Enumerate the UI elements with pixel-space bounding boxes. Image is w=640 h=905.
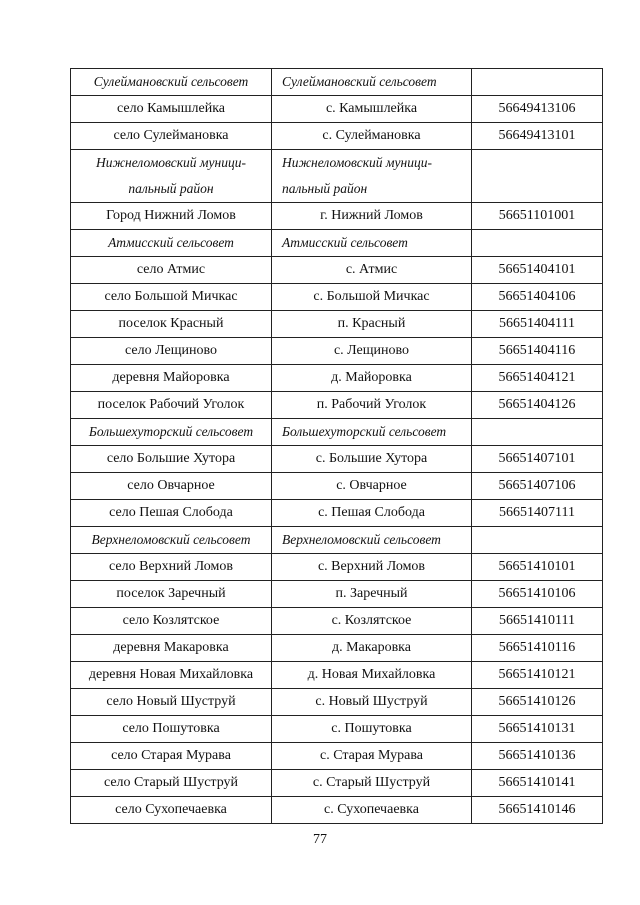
oktmo-code-cell: 56651410141	[472, 770, 603, 797]
oktmo-code-cell: 56649413106	[472, 96, 603, 123]
oktmo-code-cell: 56651404126	[472, 392, 603, 419]
table-row	[71, 554, 603, 581]
oktmo-code-cell: 56651410121	[472, 662, 603, 689]
table-row	[71, 96, 603, 123]
table-row	[71, 770, 603, 797]
table-row	[71, 392, 603, 419]
oktmo-code-cell	[472, 150, 603, 203]
table-row	[71, 284, 603, 311]
settlement-name-cell: деревня Майоровка	[71, 365, 272, 392]
short-name-cell: с. Атмис	[272, 257, 472, 284]
oktmo-code-cell: 56651410106	[472, 581, 603, 608]
table-row	[71, 689, 603, 716]
oktmo-code-cell: 56651407111	[472, 500, 603, 527]
settlement-name-cell: село Сухопечаевка	[71, 797, 272, 824]
settlement-name-cell: Верхнеломовский сельсовет	[71, 527, 272, 554]
settlement-name-cell: Сулеймановский сельсовет	[71, 69, 272, 96]
table-row	[71, 743, 603, 770]
settlement-name-cell: деревня Новая Михайловка	[71, 662, 272, 689]
table-row	[71, 257, 603, 284]
oktmo-code-cell: 56651410126	[472, 689, 603, 716]
table-row	[71, 716, 603, 743]
oktmo-code-cell: 56651410146	[472, 797, 603, 824]
settlement-name-cell: деревня Макаровка	[71, 635, 272, 662]
settlement-name-cell: село Большой Мичкас	[71, 284, 272, 311]
table-row	[71, 311, 603, 338]
table-row	[71, 500, 603, 527]
oktmo-code-cell	[472, 69, 603, 96]
oktmo-code-cell: 56651404101	[472, 257, 603, 284]
short-name-cell: д. Макаровка	[272, 635, 472, 662]
short-name-cell: Сулеймановский сельсовет	[272, 69, 472, 96]
settlements-table	[70, 68, 603, 824]
settlement-name-cell: Город Нижний Ломов	[71, 203, 272, 230]
oktmo-code-cell	[472, 230, 603, 257]
table-row	[71, 338, 603, 365]
short-name-cell: с. Пошутовка	[272, 716, 472, 743]
oktmo-code-cell: 56651410131	[472, 716, 603, 743]
short-name-cell: г. Нижний Ломов	[272, 203, 472, 230]
oktmo-code-cell: 56651410116	[472, 635, 603, 662]
oktmo-code-cell: 56651404106	[472, 284, 603, 311]
short-name-cell: с. Новый Шуструй	[272, 689, 472, 716]
oktmo-code-cell	[472, 527, 603, 554]
table-row	[71, 365, 603, 392]
short-name-cell: Большехуторский сельсовет	[272, 419, 472, 446]
short-name-cell: с. Старая Мурава	[272, 743, 472, 770]
settlement-name-cell: село Лещиново	[71, 338, 272, 365]
settlement-name-cell: село Камышлейка	[71, 96, 272, 123]
short-name-cell: Атмисский сельсовет	[272, 230, 472, 257]
short-name-cell: с. Сухопечаевка	[272, 797, 472, 824]
settlements-table-body	[71, 69, 603, 824]
short-name-cell: с. Сулеймановка	[272, 123, 472, 150]
settlement-name-cell: село Верхний Ломов	[71, 554, 272, 581]
settlement-name-cell: село Большие Хутора	[71, 446, 272, 473]
oktmo-code-cell: 56651410136	[472, 743, 603, 770]
oktmo-code-cell	[472, 419, 603, 446]
cell-text-line: пальный район	[128, 181, 214, 196]
oktmo-code-cell: 56651404116	[472, 338, 603, 365]
short-name-cell: д. Новая Михайловка	[272, 662, 472, 689]
cell-text-line: Нижнеломовский муници-	[96, 155, 246, 170]
settlement-name-cell: село Старый Шуструй	[71, 770, 272, 797]
short-name-cell: п. Рабочий Уголок	[272, 392, 472, 419]
settlement-name-cell: Атмисский сельсовет	[71, 230, 272, 257]
settlement-name-cell: Большехуторский сельсовет	[71, 419, 272, 446]
short-name-cell: с. Большие Хутора	[272, 446, 472, 473]
oktmo-code-cell: 56651410101	[472, 554, 603, 581]
table-row	[71, 608, 603, 635]
page-number: 77	[313, 832, 327, 847]
oktmo-code-cell: 56651404121	[472, 365, 603, 392]
settlement-name-cell: село Пошутовка	[71, 716, 272, 743]
table-row	[71, 662, 603, 689]
short-name-cell: д. Майоровка	[272, 365, 472, 392]
settlement-name-cell: село Сулеймановка	[71, 123, 272, 150]
table-row	[71, 473, 603, 500]
short-name-cell: Верхнеломовский сельсовет	[272, 527, 472, 554]
settlement-name-cell	[71, 150, 272, 203]
table-row	[71, 123, 603, 150]
short-name-cell: с. Верхний Ломов	[272, 554, 472, 581]
settlement-name-cell: село Новый Шуструй	[71, 689, 272, 716]
table-row	[71, 446, 603, 473]
oktmo-code-cell: 56651101001	[472, 203, 603, 230]
short-name-cell: с. Лещиново	[272, 338, 472, 365]
settlement-name-cell: село Овчарное	[71, 473, 272, 500]
short-name-cell: п. Красный	[272, 311, 472, 338]
settlement-name-cell: село Старая Мурава	[71, 743, 272, 770]
settlement-name-cell: село Атмис	[71, 257, 272, 284]
oktmo-code-cell: 56651407106	[472, 473, 603, 500]
short-name-cell: с. Овчарное	[272, 473, 472, 500]
short-name-cell	[272, 150, 472, 203]
oktmo-code-cell: 56651410111	[472, 608, 603, 635]
section-header-row	[71, 230, 603, 257]
section-header-row	[71, 69, 603, 96]
cell-text-line: пальный район	[282, 181, 368, 196]
table-row	[71, 203, 603, 230]
short-name-cell: п. Заречный	[272, 581, 472, 608]
short-name-cell: с. Большой Мичкас	[272, 284, 472, 311]
section-header-row	[71, 419, 603, 446]
settlement-name-cell: село Пешая Слобода	[71, 500, 272, 527]
settlement-name-cell: поселок Заречный	[71, 581, 272, 608]
table-row	[71, 635, 603, 662]
settlement-name-cell: село Козлятское	[71, 608, 272, 635]
section-header-row	[71, 150, 603, 203]
cell-text-line: Нижнеломовский муници-	[282, 155, 432, 170]
short-name-cell: с. Старый Шуструй	[272, 770, 472, 797]
table-row	[71, 797, 603, 824]
settlement-name-cell: поселок Рабочий Уголок	[71, 392, 272, 419]
short-name-cell: с. Пешая Слобода	[272, 500, 472, 527]
short-name-cell: с. Камышлейка	[272, 96, 472, 123]
table-row	[71, 581, 603, 608]
oktmo-code-cell: 56651404111	[472, 311, 603, 338]
short-name-cell: с. Козлятское	[272, 608, 472, 635]
oktmo-code-cell: 56649413101	[472, 123, 603, 150]
section-header-row	[71, 527, 603, 554]
settlement-name-cell: поселок Красный	[71, 311, 272, 338]
oktmo-code-cell: 56651407101	[472, 446, 603, 473]
